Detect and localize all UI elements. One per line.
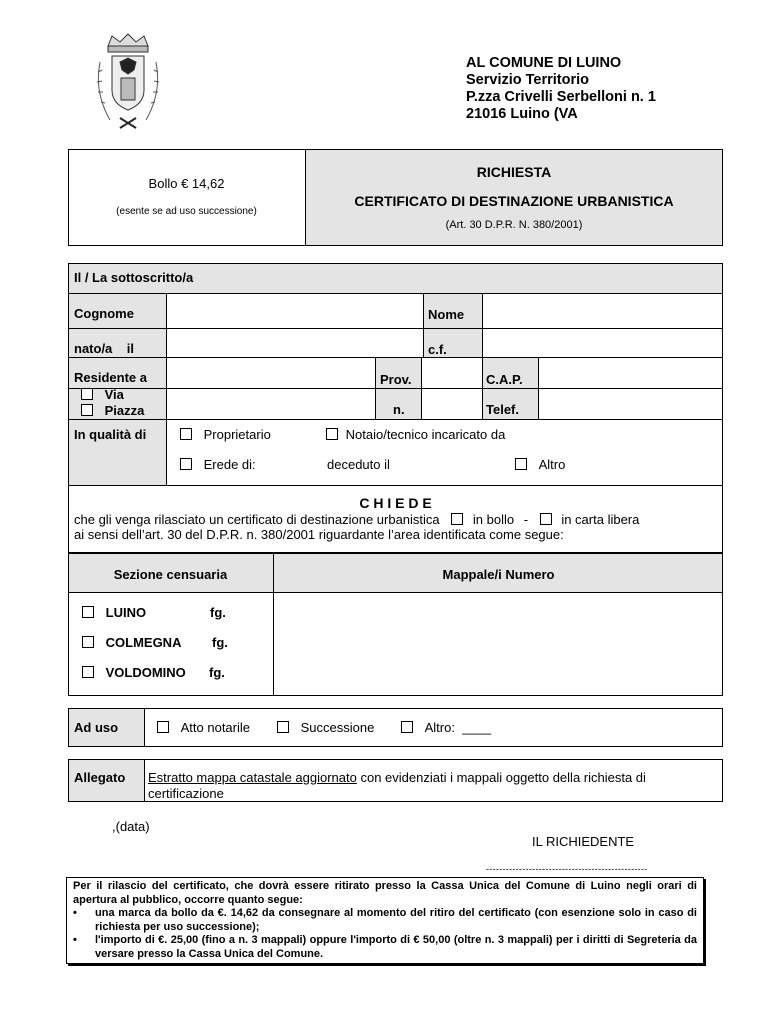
- sezione-col-header: Sezione censuaria: [113, 567, 228, 582]
- prov-label: Prov.: [380, 372, 412, 387]
- atto-label: Atto notarile: [180, 720, 250, 735]
- colmegna-checkbox[interactable]: [82, 636, 94, 648]
- mappali-col-header: Mappale/i Numero: [442, 567, 555, 582]
- address-line: 21016 Luino (VA: [466, 106, 578, 122]
- cognome-field[interactable]: [167, 294, 422, 328]
- via-checkbox[interactable]: [81, 388, 93, 400]
- nome-field[interactable]: [483, 294, 722, 328]
- piazza-checkbox[interactable]: [81, 404, 93, 416]
- telef-label: Telef.: [486, 402, 519, 417]
- bollo-note: (esente se ad uso successione): [116, 206, 257, 217]
- address-field[interactable]: [167, 389, 374, 419]
- mappali-field[interactable]: [274, 593, 722, 695]
- allegato-text: [148, 770, 646, 785]
- form-law-ref: (Art. 30 D.P.R. N. 380/2001): [445, 219, 583, 231]
- atto-checkbox[interactable]: [157, 721, 169, 733]
- address-line: Servizio Territorio: [466, 72, 590, 88]
- altro-checkbox[interactable]: [515, 458, 527, 470]
- notaio-checkbox[interactable]: [326, 428, 338, 440]
- coat-of-arms-logo: [88, 32, 168, 138]
- deceduto-label: deceduto il: [327, 457, 390, 472]
- form-subtitle: CERTIFICATO DI DESTINAZIONE URBANISTICA: [354, 193, 674, 209]
- note-bullet-text: una marca da bollo da €. 14,62 da consegnare al momento del ritiro del certificato (con esenzione solo in caso di richiesta per uso successione);: [95, 907, 697, 933]
- sezione-name: LUINO: [105, 605, 147, 620]
- chiede-title: C H I E D E: [359, 495, 432, 511]
- sezione-name: COLMEGNA: [105, 635, 182, 650]
- telef-field[interactable]: [539, 389, 722, 419]
- carta-libera-label: in carta libera: [561, 512, 640, 527]
- altro-label: Altro: [538, 457, 566, 472]
- note-intro: Per il rilascio del certificato, che dovrà essere ritirato presso la Cassa Unica del Comune di Luino negli orari di apertura al pubblico, occorre quanto segue:: [73, 880, 697, 906]
- cf-field[interactable]: [483, 329, 722, 357]
- nato-field[interactable]: [167, 329, 422, 357]
- cf-label: c.f.: [428, 342, 447, 357]
- notaio-label: Notaio/tecnico incaricato da: [345, 427, 506, 442]
- note-bullet-text: l'importo di €. 25,00 (fino a n. 3 mappali) oppure l'importo di € 50,00 (oltre n. 3 mappali) per i diritti di Segreteria da versare presso la Cassa Unica del Comune.: [95, 934, 697, 960]
- altro-option[interactable]: [515, 457, 565, 472]
- fg-label: fg.: [209, 665, 225, 680]
- sezione-row[interactable]: [82, 635, 181, 650]
- address-line: AL COMUNE DI LUINO: [466, 55, 622, 71]
- nome-label: Nome: [428, 307, 465, 322]
- in-bollo-label: in bollo: [472, 512, 515, 527]
- bollo-label: Bollo € 14,62: [148, 176, 225, 191]
- proprietario-checkbox[interactable]: [180, 428, 192, 440]
- erede-option[interactable]: [180, 457, 256, 472]
- notaio-option[interactable]: [326, 427, 505, 442]
- successione-option[interactable]: [277, 720, 374, 735]
- address-line: P.zza Crivelli Serbelloni n. 1: [466, 89, 656, 105]
- note-bullet: [73, 907, 697, 934]
- in-bollo-checkbox[interactable]: [451, 513, 463, 525]
- recipient-address: [466, 55, 656, 123]
- proprietario-option[interactable]: [180, 427, 271, 442]
- signature-line[interactable]: -------------------------------------------------: [486, 864, 648, 874]
- note-box: [66, 877, 704, 964]
- voldomino-checkbox[interactable]: [82, 666, 94, 678]
- piazza-option[interactable]: [81, 403, 144, 418]
- uso-label: Ad uso: [74, 720, 119, 735]
- cap-field[interactable]: [539, 358, 722, 388]
- bullet-icon: •: [73, 907, 77, 919]
- allegato-rest: con evidenziati i mappali oggetto della richiesta di: [356, 770, 646, 785]
- note-bullet: [73, 934, 697, 961]
- chiede-line-1: [74, 512, 639, 527]
- piazza-label: Piazza: [104, 403, 145, 418]
- uso-altro-checkbox[interactable]: [401, 721, 413, 733]
- proprietario-label: Proprietario: [203, 427, 271, 442]
- data-label: ,(data): [112, 819, 150, 834]
- sezione-row[interactable]: [82, 605, 146, 620]
- residente-label: Residente a: [74, 370, 147, 385]
- via-option[interactable]: [81, 387, 124, 402]
- atto-option[interactable]: [157, 720, 250, 735]
- sezione-name: VOLDOMINO: [105, 665, 186, 680]
- applicant-heading: Il / La sottoscritto/a: [74, 270, 194, 285]
- qualita-label: In qualità di: [74, 427, 147, 442]
- residente-field[interactable]: [167, 358, 374, 388]
- fg-label: fg.: [212, 635, 228, 650]
- form-title: RICHIESTA: [476, 164, 552, 180]
- bullet-icon: •: [73, 934, 77, 946]
- fg-label: fg.: [210, 605, 226, 620]
- separator-dash: -: [523, 512, 529, 527]
- number-label: n.: [393, 402, 405, 417]
- via-label: Via: [104, 387, 124, 402]
- cognome-label: Cognome: [74, 306, 134, 321]
- successione-label: Successione: [300, 720, 375, 735]
- erede-checkbox[interactable]: [180, 458, 192, 470]
- prov-field[interactable]: [422, 358, 481, 388]
- allegato-text-line-2: certificazione: [148, 786, 224, 801]
- carta-libera-checkbox[interactable]: [540, 513, 552, 525]
- luino-checkbox[interactable]: [82, 606, 94, 618]
- allegato-underlined: Estratto mappa catastale aggiornato: [148, 770, 357, 785]
- cap-label: C.A.P.: [486, 372, 523, 387]
- number-field[interactable]: [422, 389, 481, 419]
- successione-checkbox[interactable]: [277, 721, 289, 733]
- uso-altro-option[interactable]: [401, 720, 491, 735]
- chiede-line-2: ai sensi dell’art. 30 del D.P.R. n. 380/2001 riguardante l’area identificata come segue:: [74, 527, 564, 542]
- erede-label: Erede di:: [203, 457, 256, 472]
- sezione-row[interactable]: [82, 665, 186, 680]
- nato-label: nato/a il: [74, 341, 134, 356]
- richiedente-label: IL RICHIEDENTE: [532, 834, 635, 849]
- chiede-text: che gli venga rilasciato un certificato di destinazione urbanistica: [74, 512, 440, 527]
- uso-altro-label: Altro: ____: [424, 720, 492, 735]
- allegato-label: Allegato: [74, 770, 126, 785]
